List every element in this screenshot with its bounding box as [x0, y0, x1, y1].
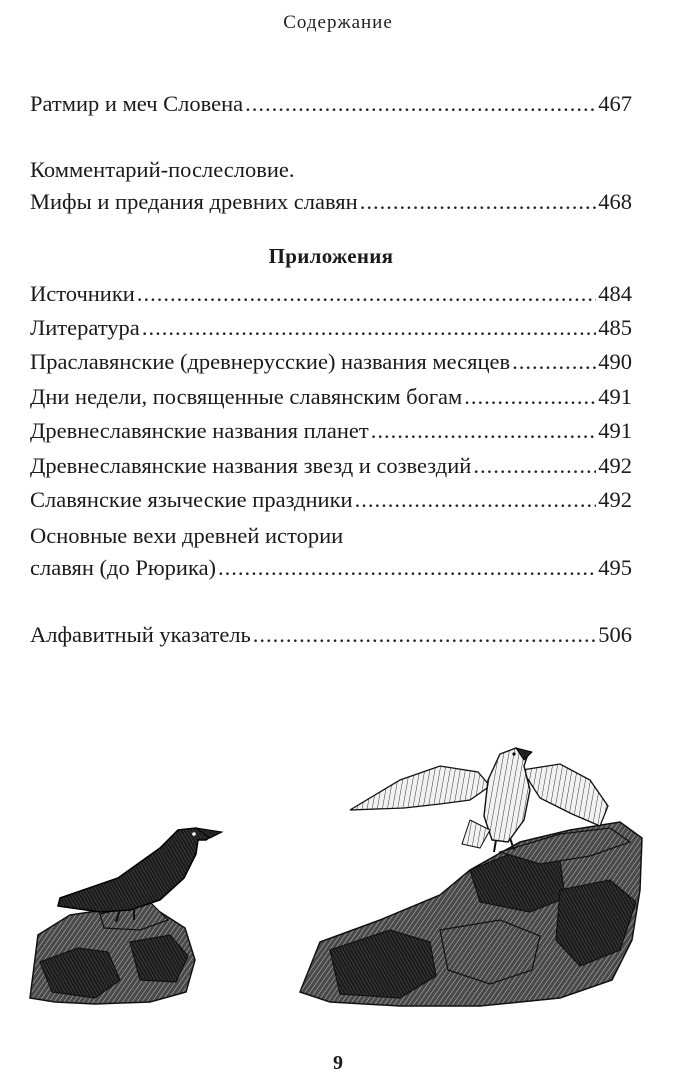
toc-entry-page: 506 — [598, 622, 632, 647]
page-number: 9 — [333, 1052, 343, 1074]
toc-entry-page: 490 — [598, 349, 632, 374]
toc-entry-page: 491 — [598, 384, 632, 409]
toc-entry-title: Ратмир и меч Словена — [30, 91, 244, 116]
toc-entry-title-line1: Основные вехи древней истории — [30, 523, 344, 548]
toc-entry-page: 485 — [598, 315, 632, 340]
rocks-icon — [300, 822, 642, 1006]
leader-dots — [218, 553, 596, 583]
toc-entry-page: 484 — [598, 281, 632, 306]
leader-dots — [355, 485, 597, 515]
toc-entry-title: Древнеславянские названия планет — [30, 418, 369, 443]
toc-entry-title: Праславянские (древнерусские) названия месяцев — [30, 349, 511, 374]
toc-entry[interactable] — [30, 416, 632, 446]
toc-entry[interactable] — [30, 620, 632, 650]
toc-entry-title: Алфавитный указатель — [30, 622, 251, 647]
toc-entry[interactable] — [30, 313, 632, 343]
toc-entry[interactable] — [30, 347, 632, 377]
toc-entry[interactable] — [30, 382, 632, 412]
section-heading: Приложения — [268, 244, 394, 268]
leader-dots — [464, 382, 596, 412]
leader-dots — [137, 279, 596, 309]
toc-entry-page: 468 — [598, 189, 632, 214]
toc-entry-title: Мифы и предания древних славян — [30, 189, 358, 214]
leader-dots — [473, 451, 596, 481]
toc-entry[interactable] — [30, 279, 632, 309]
leader-dots — [142, 313, 596, 343]
toc-entry[interactable] — [30, 451, 632, 481]
leader-dots — [360, 187, 597, 217]
toc-entry[interactable] — [30, 187, 632, 217]
toc-entry-page: 492 — [598, 487, 632, 512]
rocks-icon — [30, 902, 195, 1004]
leader-dots — [512, 347, 596, 377]
toc-entry-title: Славянские языческие праздники — [30, 487, 353, 512]
toc-entry-title: Источники — [30, 281, 135, 306]
leader-dots — [245, 89, 596, 119]
toc-entry-page: 492 — [598, 453, 632, 478]
toc-entry[interactable] — [30, 89, 632, 119]
toc-entry-title: Литература — [30, 315, 140, 340]
toc-entry-page: 495 — [598, 555, 632, 580]
running-head: Содержание — [283, 12, 393, 33]
toc-entry[interactable] — [30, 485, 632, 515]
toc-entry-page: 467 — [598, 91, 632, 116]
illustration — [0, 730, 676, 1030]
toc-entry-title: славян (до Рюрика) — [30, 555, 217, 580]
toc-entry-title: Дни недели, посвященные славянским богам — [30, 384, 463, 409]
leader-dots — [253, 620, 596, 650]
toc-entry-title: Древнеславянские названия звезд и созвездий — [30, 453, 472, 478]
leader-dots — [371, 416, 597, 446]
toc-entry-title-line1: Комментарий-послесловие. — [30, 157, 295, 182]
toc-entry[interactable] — [30, 553, 632, 583]
toc-entry-page: 491 — [598, 418, 632, 443]
